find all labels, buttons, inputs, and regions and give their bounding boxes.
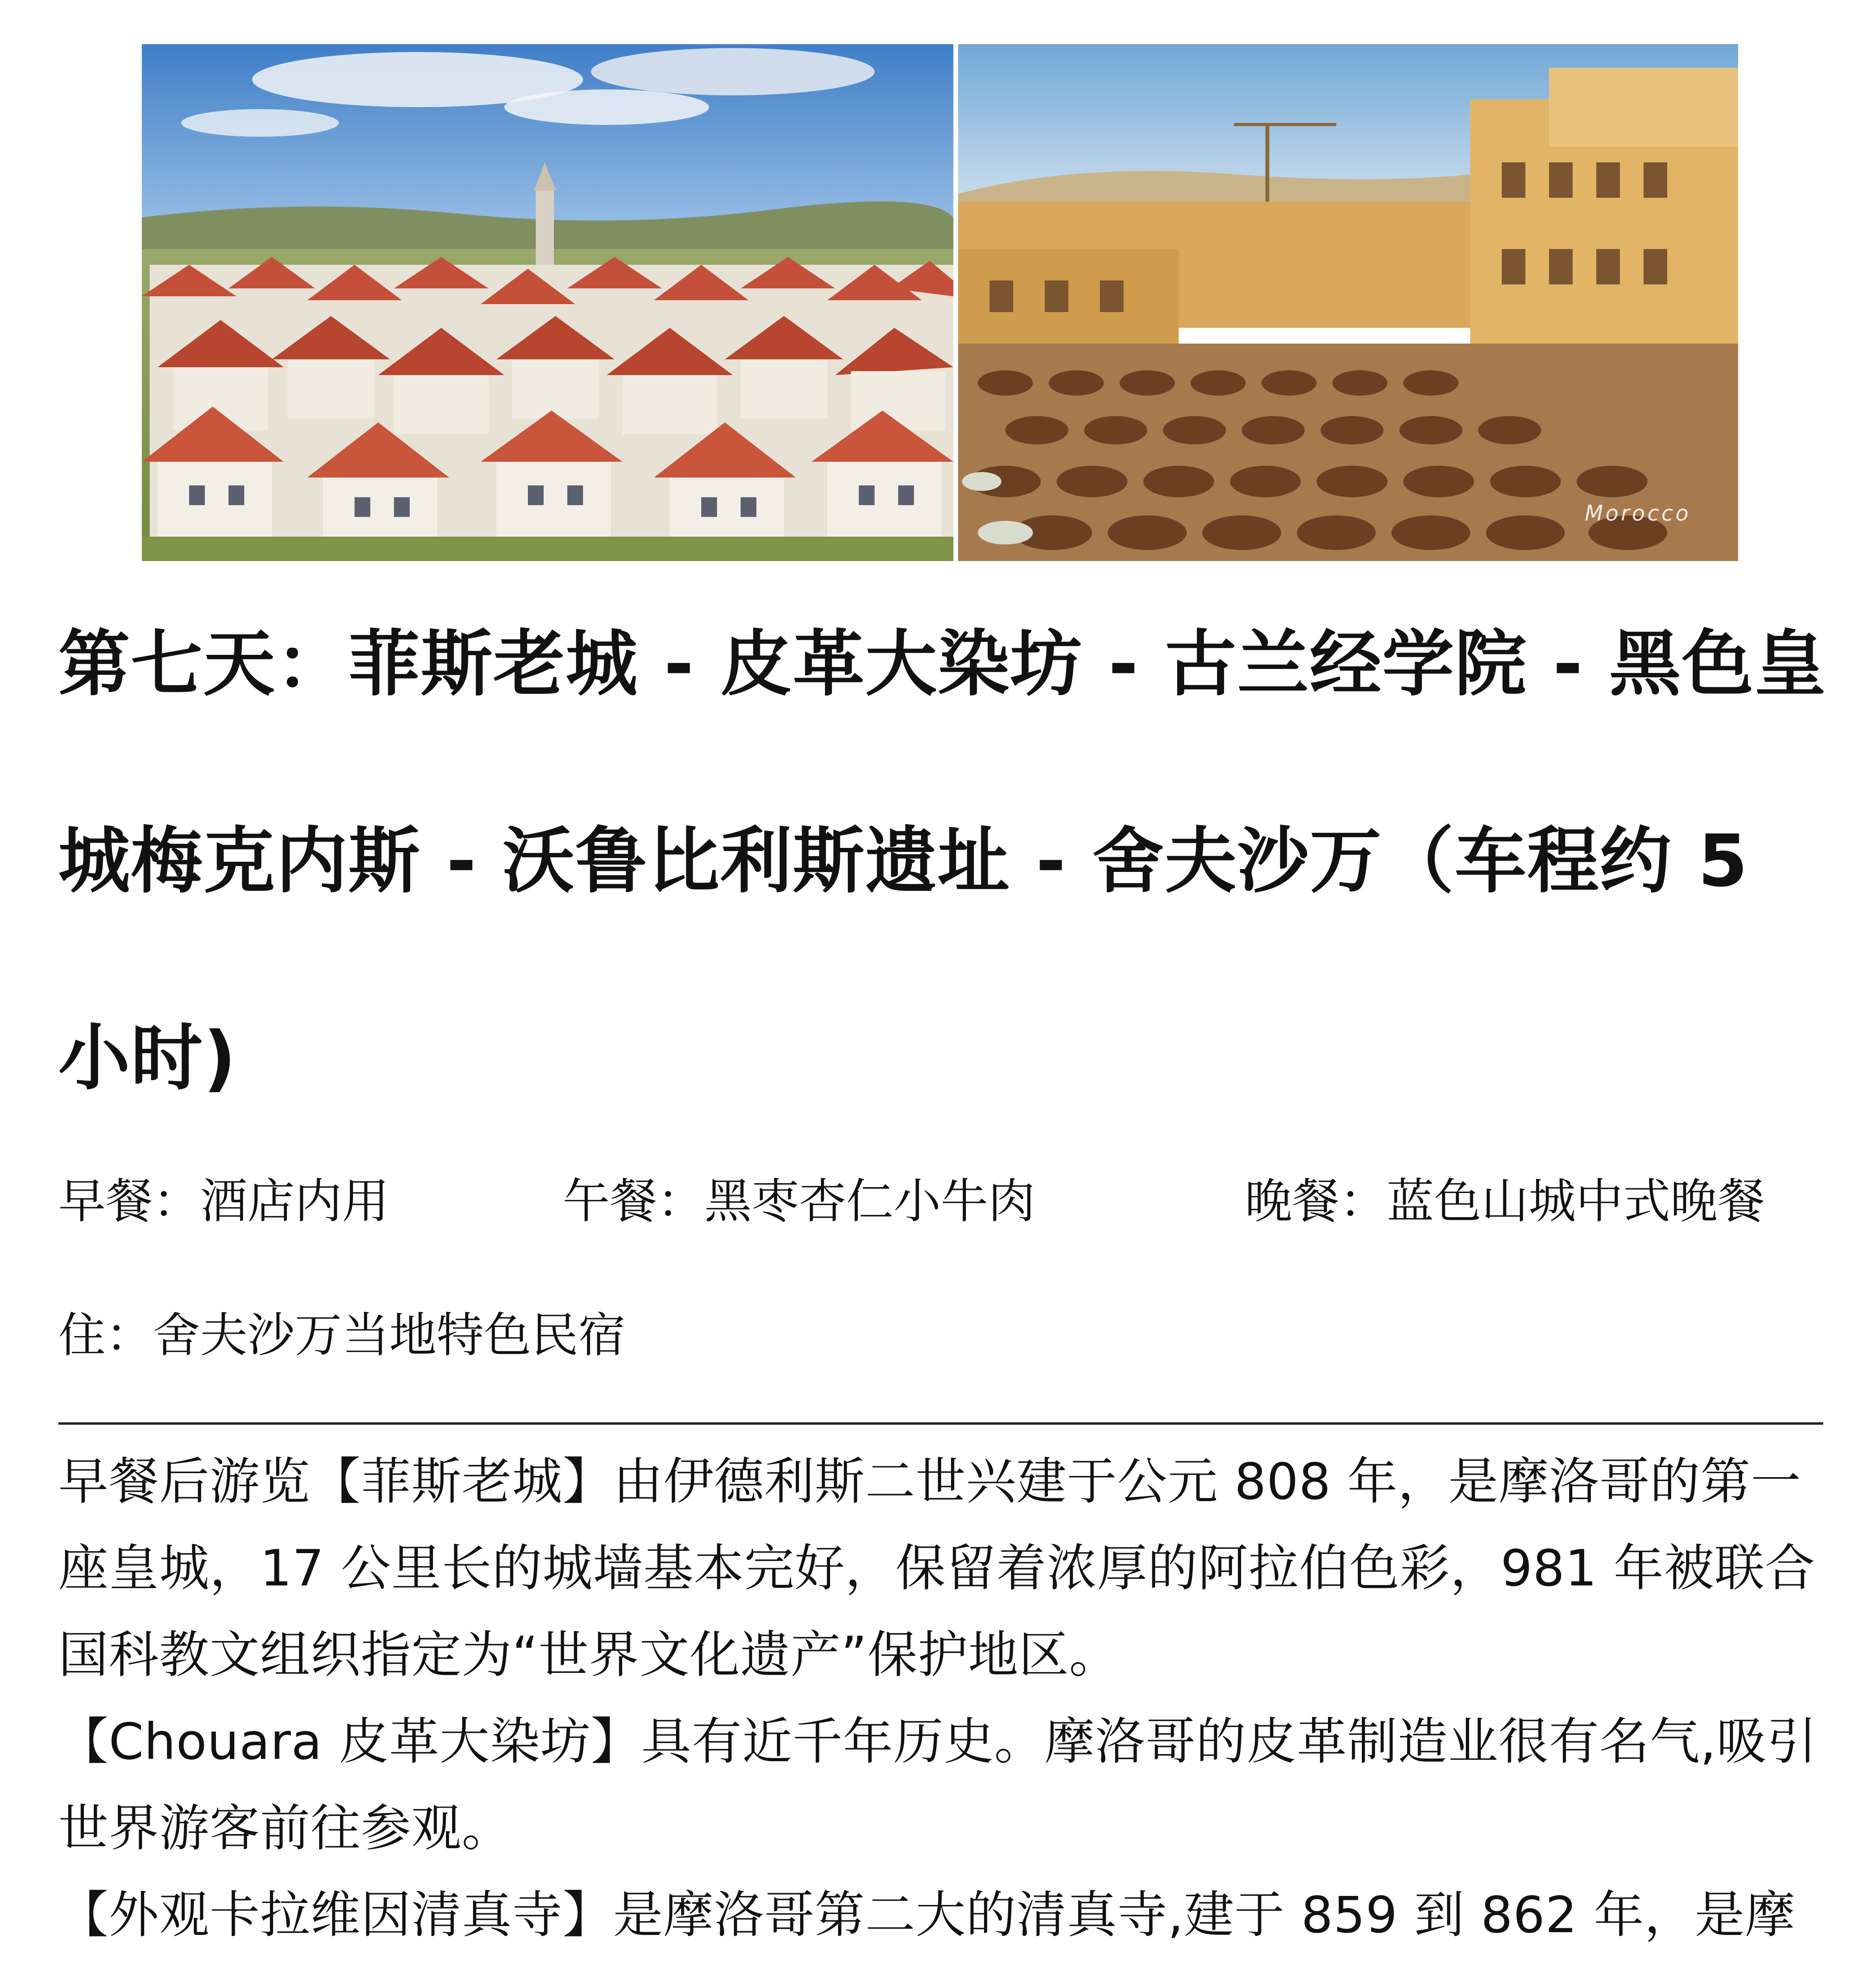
accommodation-info: 住：舍夫沙万当地特色民宿 [58, 1308, 626, 1363]
day-title: 第七天：菲斯老城 - 皮革大染坊 - 古兰经学院 - 黑色皇城梅克内斯 - 沃鲁比利斯遗址 - 舍夫沙万（车程约 5 小时) [58, 622, 1827, 1100]
section-divider [58, 1422, 1823, 1425]
paragraph-fes-medina: 早餐后游览【菲斯老城】由伊德利斯二世兴建于公元 808 年，是摩洛哥的第一座皇城，17 公里长的城墙基本完好，保留着浓厚的阿拉伯色彩，981 年被联合国科教文组织指定为“世界文化遗产”保护地区。 [58, 1452, 1815, 1684]
breakfast-info: 早餐：酒店内用 [58, 1174, 389, 1229]
ifrane-town-photo [142, 44, 953, 561]
paragraph-chouara-tannery: 【Chouara 皮革大染坊】具有近千年历史。摩洛哥的皮革制造业很有名气,吸引世界游客前往参观。 [58, 1712, 1817, 1857]
dinner-info: 晚餐：蓝色山城中式晚餐 [1245, 1174, 1765, 1229]
paragraph-karaouiyine-mosque: 【外观卡拉维因清真寺】是摩洛哥第二大的清真寺,建于 859 到 862 年，是摩 [58, 1886, 1796, 1944]
meals-row [58, 1166, 1831, 1237]
tannery-photo [958, 44, 1738, 561]
ifrane-town-illustration [142, 44, 953, 561]
header-photo-strip [142, 44, 1738, 561]
lunch-info: 午餐：黑枣杏仁小牛肉 [563, 1174, 1035, 1229]
itinerary-body [58, 1438, 1831, 1970]
tannery-illustration [958, 44, 1738, 561]
photo-caption: Morocco [1584, 501, 1691, 526]
